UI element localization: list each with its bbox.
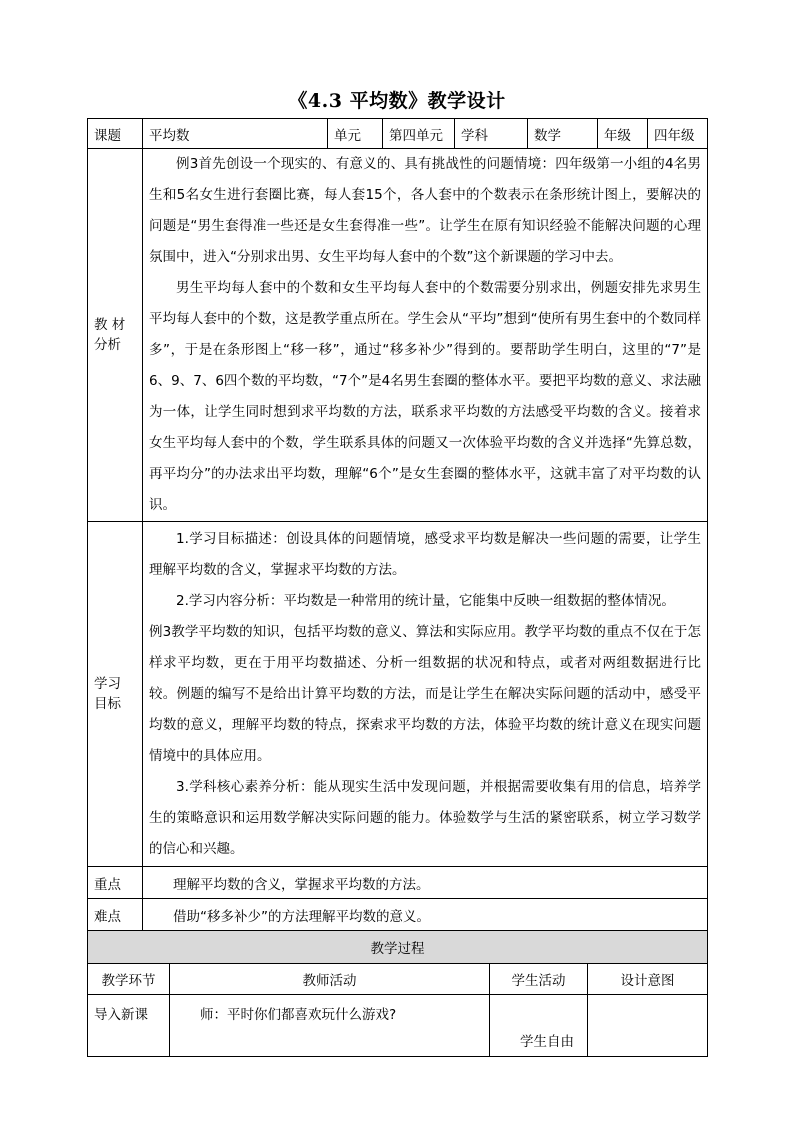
teacher-cell: 师：平时你们都喜欢玩什么游戏? (170, 995, 490, 1057)
difficulty-label: 难点 (88, 899, 143, 931)
key-point-row (88, 867, 708, 899)
difficulty-row (88, 899, 708, 931)
process-table (87, 930, 708, 1057)
unit-label: 单元 (328, 119, 383, 149)
goal-2a: 2.学习内容分析：平均数是一种常用的统计量，它能集中反映一组数据的整体情况。 (176, 592, 675, 609)
process-heading: 教学过程 (88, 931, 708, 964)
grade-value: 四年级 (648, 119, 708, 149)
col-student: 学生活动 (490, 964, 588, 995)
stage-cell: 导入新课 (88, 995, 170, 1057)
analysis-paragraph-2: 男生平均每人套中的个数和女生平均每人套中的个数需要分别求出，例题安排先求男生平均每人套中的个数，这是教学重点所在。学生会从“平均”想到“使所有男生套中的个数同样多”，于是在条形图上“移一移”，通过“移多补少”得到的。要帮助学生明白，这里的“7”是6、9、7、6四个数的平均数，“7个”是4名男生套圈的整体水平。要把平均数的意义、求法融为一体，让学生同时想到求平均数的方法，联系求平均数的方法感受平均数的含义。接着求女生平均每人套中的个数，学生联系具体的问题又一次体验平均数的含义并选择“先算总数，再平均分”的办法求出平均数，理解“6个”是女生套圈的整体水平，这就丰富了对平均数的认识。 (149, 280, 701, 513)
key-point-text: 理解平均数的含义，掌握求平均数的方法。 (143, 867, 708, 899)
subject-label: 学科 (455, 119, 528, 149)
process-heading-row (88, 931, 708, 964)
grade-label: 年级 (598, 119, 648, 149)
header-row (88, 119, 708, 149)
goals-content (143, 522, 708, 867)
unit-value: 第四单元 (383, 119, 455, 149)
col-stage: 教学环节 (88, 964, 170, 995)
goal-3: 3.学科核心素养分析：能从现实生活中发现问题，并根据需要收集有用的信息，培养学生的策略意识和运用数学解决实际问题的能力。体验数学与生活的紧密联系，树立学习数学的信心和兴趣。 (149, 778, 701, 857)
topic-value: 平均数 (143, 119, 328, 149)
goals-row (88, 522, 708, 867)
analysis-paragraph-1: 例3首先创设一个现实的、有意义的、具有挑战性的问题情境：四年级第一小组的4名男生和5名女生进行套圈比赛，每人套15个，各人套中的个数表示在条形统计图上，要解决的问题是“男生套得准一些还是女生套得准一些”。让学生在原有知识经验不能解决问题的心理氛围中，进入“分别求出男、女生平均每人套中的个数”这个新课题的学习中去。 (149, 156, 701, 265)
goals-label (88, 522, 143, 867)
intent-cell (588, 995, 708, 1057)
difficulty-text: 借助“移多补少”的方法理解平均数的意义。 (143, 899, 708, 931)
goal-2b: 例3教学平均数的知识，包括平均数的意义、算法和实际应用。教学平均数的重点不仅在于怎样求平均数，更在于用平均数描述、分析一组数据的状况和特点，或者对两组数据进行比较。例题的编写不是给出计算平均数的方法，而是让学生在解决实际问题的活动中，感受平均数的意义，理解平均数的特点，探索求平均数的方法，体验平均数的统计意义在现实问题情境中的具体应用。 (149, 623, 701, 764)
goal-1: 1.学习目标描述：创设具体的问题情境，感受求平均数是解决一些问题的需要，让学生理解平均数的含义，掌握求平均数的方法。 (149, 530, 701, 578)
process-row-1 (88, 995, 708, 1057)
process-columns-row (88, 964, 708, 995)
goals-label-line2: 目标 (94, 696, 121, 712)
analysis-label-line1: 教 材 (94, 317, 126, 333)
analysis-row (88, 149, 708, 522)
col-intent: 设计意图 (588, 964, 708, 995)
design-table (87, 118, 708, 931)
student-cell: 学生自由 (490, 995, 588, 1057)
col-teacher: 教师活动 (170, 964, 490, 995)
document-title: 《4.3 平均数》教学设计 (288, 90, 506, 112)
analysis-label (88, 149, 143, 522)
key-point-label: 重点 (88, 867, 143, 899)
topic-label: 课题 (88, 119, 143, 149)
analysis-label-line2: 分析 (94, 337, 121, 353)
goals-label-line1: 学习 (94, 676, 121, 692)
analysis-content (143, 149, 708, 522)
subject-value: 数学 (528, 119, 598, 149)
